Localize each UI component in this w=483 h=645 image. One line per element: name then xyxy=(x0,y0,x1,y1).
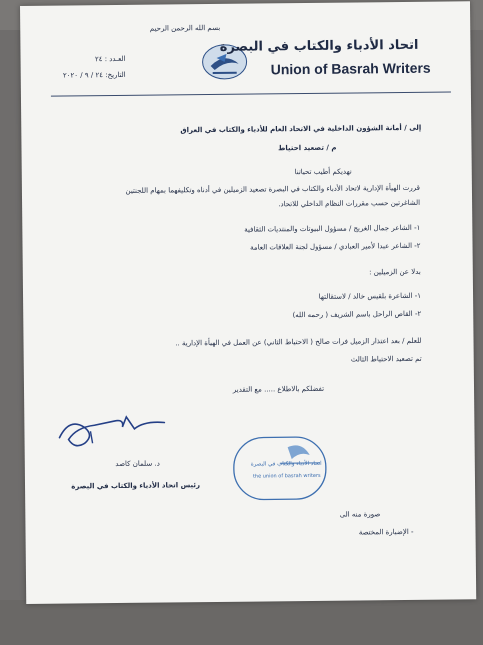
cc-item: - الإضبارة المختصة xyxy=(358,527,414,537)
handwritten-signature xyxy=(54,396,175,457)
instead-of: بدلا عن الزميلين : xyxy=(369,267,421,277)
addressee: إلى / أمانة الشؤون الداخلية في الاتحاد العام للأدباء والكتاب في العراق xyxy=(180,123,422,135)
item-4: ٢- القاص الراحل باسم الشريف ( رحمه الله) xyxy=(292,309,422,320)
greeting: نهديكم أطيب تحياتنا xyxy=(294,167,352,177)
signatory-title: رئيس اتحاد الأدباء والكتاب في البصرة xyxy=(71,481,201,491)
org-name-arabic: اتحاد الأدباء والكتاب في البصرة xyxy=(219,37,419,55)
note: للعلم / بعد اعتذار الزميل فرات صالح ( الاحتياط الثاني) عن العمل في الهيأة الإدارية .. xyxy=(175,336,422,348)
subject: م / تصعيد احتياط xyxy=(278,143,337,153)
note-2: تم تصعيد الاحتياط الثالث xyxy=(350,354,422,364)
org-name-english: Union of Basrah Writers xyxy=(270,59,431,78)
basmala: بسم الله الرحمن الرحيم xyxy=(149,23,221,33)
item-2: ٢- الشاعر عبدا لأمير العبادي / مسؤول لجنة العلاقات العامة xyxy=(250,241,421,252)
official-stamp xyxy=(229,433,330,504)
body-line-2: الشاغرتين حسب مقررات النظام الداخلي للاتحاد. xyxy=(278,198,421,209)
stamp-text-english: the union of basrah writers xyxy=(252,472,321,480)
cc-label: صورة منه الى xyxy=(339,510,381,519)
letter-date: التاريخ: ٢٤ / ٩ / ٢٠٢٠ xyxy=(62,70,126,80)
signatory-name: د. سلمان كاصد xyxy=(115,459,160,469)
item-3: ١- الشاعرة بلقيس خالد / لاستقالتها xyxy=(318,291,422,301)
header-divider xyxy=(51,91,451,96)
closing: تفضلكم بالاطلاع ..... مع التقدير xyxy=(232,384,325,394)
item-1: ١- الشاعر جمال الغريج / مسؤول البيوتات والمنتديات الثقافية xyxy=(244,223,421,234)
background-bottom xyxy=(0,600,483,645)
reference-number: العـدد : ٢٤ xyxy=(94,54,126,64)
body-line-1: قررت الهيأة الإدارية لاتحاد الأدباء والكتاب في البصرة تصعيد الزميلين في أدناه وتكليفهما بمهام اللجنتين xyxy=(125,183,420,195)
stamp-text-arabic: اتحاد الأدباء والكتاب في البصرة xyxy=(250,460,322,468)
letter-paper xyxy=(20,1,476,604)
